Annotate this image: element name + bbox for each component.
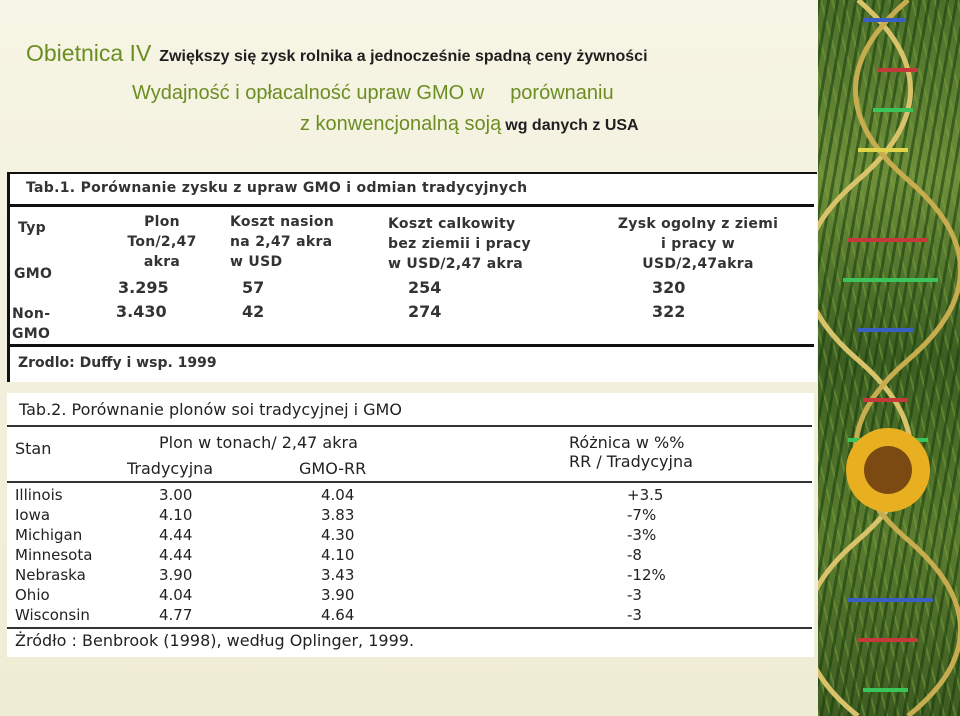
table1-rule-top — [10, 204, 814, 207]
table1-source: Zrodlo: Duffy i wsp. 1999 — [18, 355, 217, 371]
table-row: Iowa 4.10 3.83 -7% — [15, 506, 657, 524]
table2-source: Żródło : Benbrook (1998), według Oplinger, 1999. — [15, 631, 415, 650]
table2-rule-top — [7, 425, 812, 427]
table1-header-plon: Plon Ton/2,47 akra — [127, 214, 197, 270]
dna-helix-icon — [818, 0, 960, 716]
title-lead: Obietnica IV — [26, 40, 152, 66]
table1-row-gmo-nasion: 57 — [242, 278, 265, 297]
table-yield-comparison — [7, 393, 814, 657]
table1-header-zysk: Zysk ogolny z ziemi i pracy w USD/2,47akra — [617, 216, 779, 272]
subtitle-source-note: wg danych z USA — [505, 117, 639, 134]
sunflower-icon — [846, 428, 930, 512]
table2-rule-bottom — [7, 627, 812, 629]
table2-header-tradycyjna: Tradycyjna — [127, 459, 214, 478]
table-row: Minnesota 4.44 4.10 -8 — [15, 546, 642, 564]
subtitle-line-1 — [132, 82, 614, 105]
subtitle-line-2 — [300, 113, 639, 136]
table1-caption: Tab.1. Porównanie zysku z upraw GMO i odmian tradycyjnych — [26, 180, 528, 196]
table-row: Illinois 3.00 4.04 +3.5 — [15, 486, 664, 504]
table-row: Michigan 4.44 4.30 -3% — [15, 526, 657, 544]
table1-header-koszt-nasion: Koszt nasion na 2,47 akra w USD — [230, 214, 334, 270]
table1-row-gmo-zysk: 320 — [652, 278, 686, 297]
title-rest: Zwiększy się zysk rolnika a jednocześnie spadną ceny żywności — [159, 48, 648, 65]
slide-title — [26, 40, 816, 67]
subtitle-part-a: Wydajność i opłacalność upraw GMO w — [132, 82, 485, 104]
table1-row-nongmo-plon: 3.430 — [116, 302, 167, 321]
table2-header-plon: Plon w tonach/ 2,47 akra — [159, 433, 358, 452]
table1-row-gmo-plon: 3.295 — [118, 278, 169, 297]
subtitle-part-b: porównaniu — [510, 82, 614, 104]
table1-row-nongmo-calkowity: 274 — [408, 302, 442, 321]
table-row: Nebraska 3.90 3.43 -12% — [15, 566, 666, 584]
table1-header-koszt-calkowity: Koszt calkowity bez ziemii i pracy w USD/2,47 akra — [388, 216, 531, 272]
table1-row-gmo-type: GMO — [14, 266, 53, 282]
table1-row-nongmo-nasion: 42 — [242, 302, 265, 321]
table1-row-nongmo-zysk: 322 — [652, 302, 686, 321]
table2-header-stan: Stan — [15, 439, 52, 458]
plants-dna-decoration — [818, 0, 960, 716]
table1-rule-bottom — [10, 344, 814, 347]
table1-header-typ: Typ — [18, 220, 46, 236]
table2-caption: Tab.2. Porównanie plonów soi tradycyjnej i GMO — [19, 400, 402, 419]
table-row: Ohio 4.04 3.90 -3 — [15, 586, 642, 604]
table1-row-gmo-calkowity: 254 — [408, 278, 442, 297]
table2-rule-header — [7, 481, 812, 483]
table2-header-roznica: Różnica w %% RR / Tradycyjna — [569, 433, 693, 471]
table-profit-comparison — [7, 172, 817, 382]
subtitle-soy: z konwencjonalną soją — [300, 113, 502, 135]
table1-row-nongmo-type: Non- GMO — [12, 306, 51, 342]
table-row: Wisconsin 4.77 4.64 -3 — [15, 606, 642, 624]
table2-header-gmo-rr: GMO-RR — [299, 459, 367, 478]
